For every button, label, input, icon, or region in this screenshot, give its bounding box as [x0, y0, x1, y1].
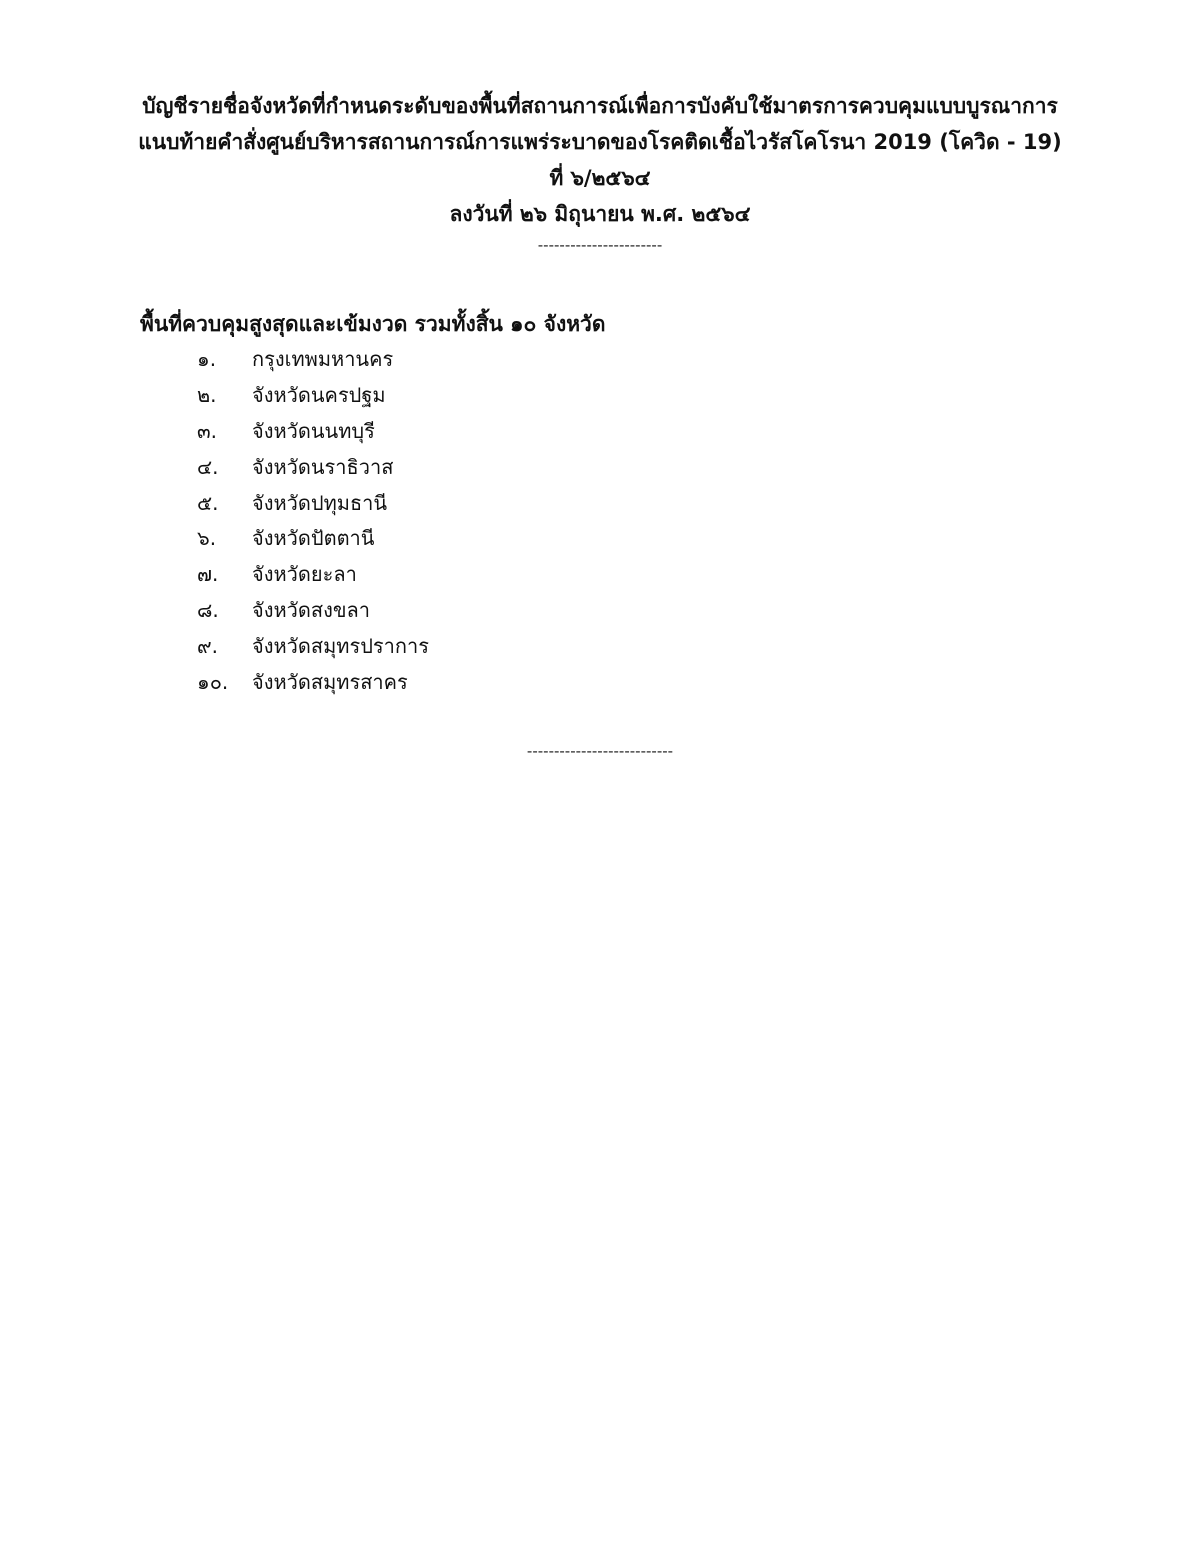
list-item-number: ๔. — [197, 454, 219, 479]
list-item-name: จังหวัดปัตตานี — [252, 526, 375, 551]
list-item-name: จังหวัดสมุทรสาคร — [252, 670, 408, 695]
list-item-name: กรุงเทพมหานคร — [252, 347, 394, 371]
list-item-number: ๑. — [197, 347, 217, 371]
list-item-number: ๙. — [197, 634, 219, 659]
list-item-name: จังหวัดปทุมธานี — [252, 490, 388, 515]
list-item-number: ๑๐. — [197, 670, 229, 695]
list-item — [0, 414, 1200, 450]
list-item-number: ๖. — [197, 526, 217, 551]
end-divider: --------------------------- — [526, 742, 674, 760]
list-item — [0, 557, 1200, 593]
header-title-line-2: แนบท้ายคำสั่งศูนย์บริหารสถานการณ์การแพร่ระบาดของโรคติดเชื้อไวรัสโคโรนา 2019 (โควิด - 19) — [138, 130, 1062, 154]
list-item — [0, 665, 1200, 701]
list-item — [0, 378, 1200, 414]
province-list — [0, 342, 1200, 701]
list-item — [0, 342, 1200, 378]
list-item-name: จังหวัดนราธิวาส — [252, 454, 394, 479]
header-divider: ----------------------- — [537, 236, 663, 254]
order-date: ลงวันที่ ๒๖ มิถุนายน พ.ศ. ๒๕๖๔ — [449, 202, 751, 226]
list-item-name: จังหวัดยะลา — [252, 562, 357, 587]
list-item-number: ๘. — [197, 598, 219, 623]
list-item-number: ๗. — [197, 562, 219, 587]
list-item-number: ๓. — [197, 418, 218, 443]
list-item-number: ๕. — [197, 490, 219, 515]
section-title: พื้นที่ควบคุมสูงสุดและเข้มงวด รวมทั้งสิ้น ๑๐ จังหวัด — [140, 312, 606, 336]
list-item-name: จังหวัดนครปฐม — [252, 382, 386, 407]
list-item-name: จังหวัดนนทบุรี — [252, 418, 375, 443]
list-item-number: ๒. — [197, 382, 217, 407]
list-item — [0, 593, 1200, 629]
list-item — [0, 486, 1200, 522]
document-header — [0, 88, 1200, 232]
list-item — [0, 450, 1200, 486]
list-item — [0, 629, 1200, 665]
list-item-name: จังหวัดสงขลา — [252, 598, 371, 623]
order-number: ที่ ๖/๒๕๖๔ — [549, 166, 651, 190]
list-item-name: จังหวัดสมุทรปราการ — [252, 634, 429, 659]
list-item — [0, 521, 1200, 557]
header-title-line-1: บัญชีรายชื่อจังหวัดที่กำหนดระดับของพื้นที่สถานการณ์เพื่อการบังคับใช้มาตรการควบคุมแบบบูรณาการ — [142, 94, 1058, 118]
